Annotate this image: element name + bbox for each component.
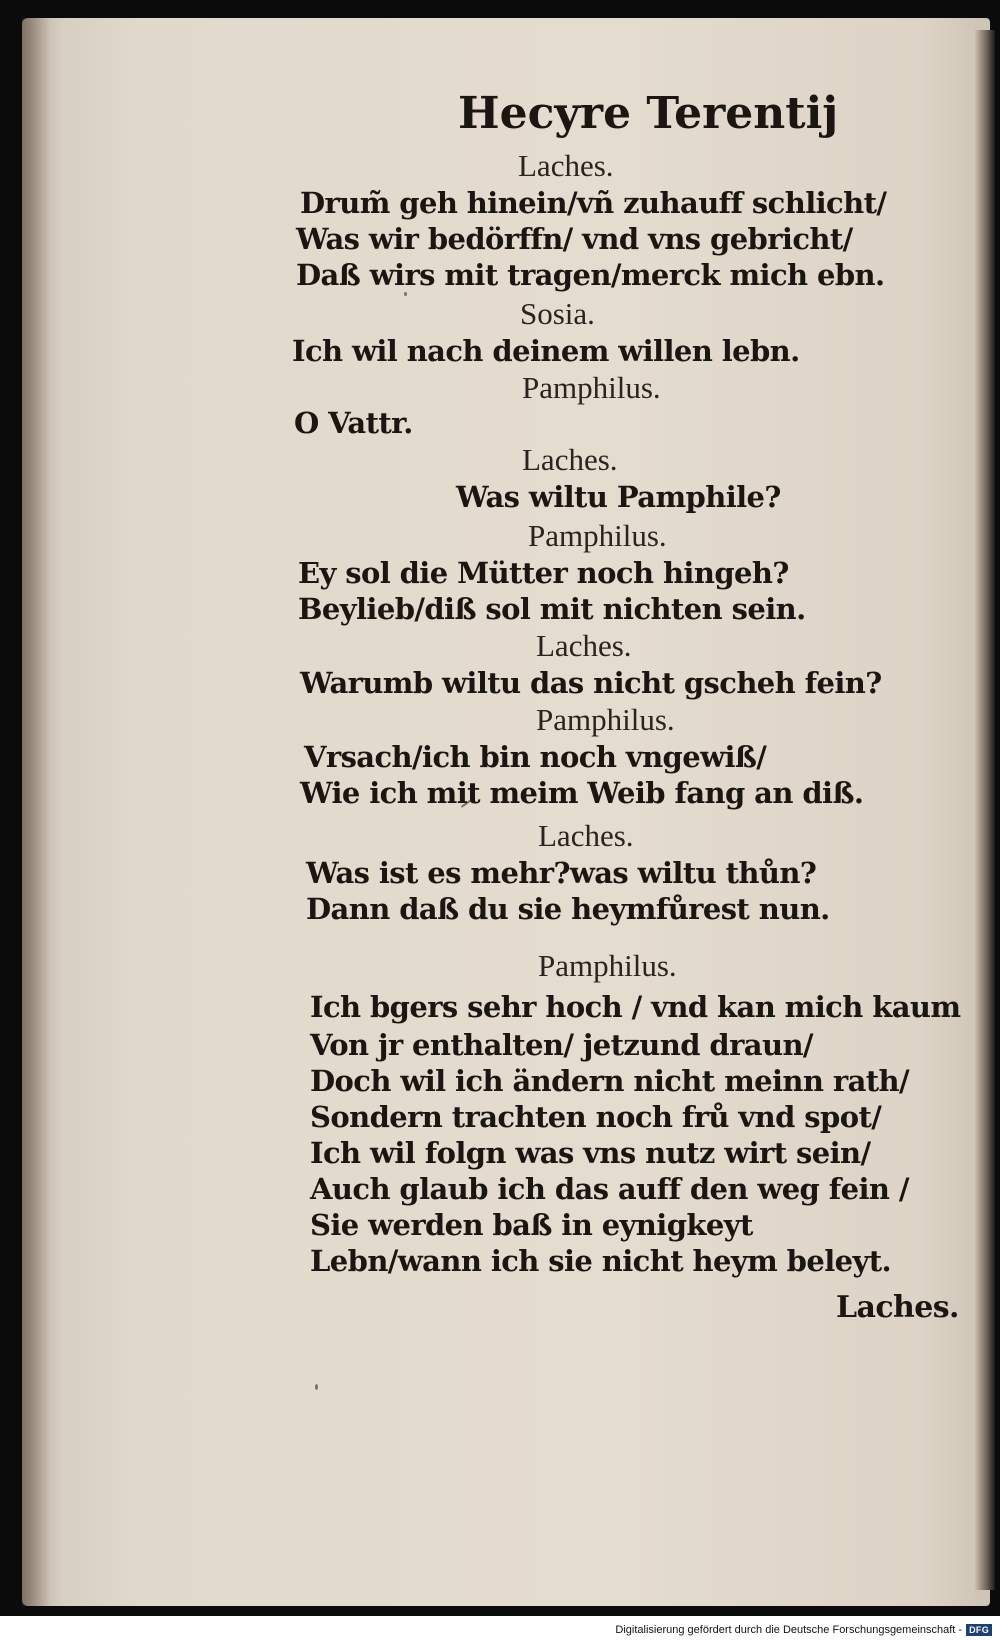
verse-line: Wie ich mit meim Weib fang an diß. xyxy=(300,776,864,810)
credit-text: Digitalisierung gefördert durch die Deutsche Forschungsgemeinschaft - xyxy=(615,1624,963,1636)
speaker-label: Sosia. xyxy=(520,296,595,331)
verse-line: Dann daß du sie heymfůrest nun. xyxy=(306,892,830,926)
verse-line: Sondern trachten noch frů vnd spot/ xyxy=(310,1100,882,1134)
speaker-label: Pamphilus. xyxy=(528,518,667,553)
verse-line: Daß wirs mit tragen/merck mich ebn. xyxy=(296,258,885,292)
verse-line: Auch glaub ich das auff den weg fein / xyxy=(310,1172,909,1206)
verse-line: Was wiltu Pamphile? xyxy=(456,480,781,514)
digitization-credit xyxy=(615,1623,992,1637)
verse-line: Was wir bedörffn/ vnd vns gebricht/ xyxy=(296,222,853,256)
verse-line: Vrsach/ich bin noch vngewiß/ xyxy=(304,740,767,774)
speaker-label: Laches. xyxy=(518,148,614,183)
speaker-label: Laches. xyxy=(538,818,634,853)
running-head: Hecyre Terentij xyxy=(458,88,839,139)
verse-line: Von jr enthalten/ jetzund draun/ xyxy=(310,1028,813,1062)
verse-line: Ich bgers sehr hoch / vnd kan mich kaum xyxy=(310,990,961,1024)
verse-line: Doch wil ich ändern nicht meinn rath/ xyxy=(310,1064,910,1098)
verse-line: O Vattr. xyxy=(294,406,413,440)
verse-line: Ey sol die Mütter noch hingeh? xyxy=(298,556,789,590)
speaker-label: Laches. xyxy=(536,628,632,663)
speaker-label: Pamphilus. xyxy=(538,948,677,983)
verse-line: Was ist es mehr?was wiltu thůn? xyxy=(306,856,817,890)
verse-line: Warumb wiltu das nicht gscheh fein? xyxy=(300,666,882,700)
verse-line: Drum̃ geh hinein/vñ zuhauff schlicht/ xyxy=(300,186,887,220)
verse-line: Beylieb/diß sol mit nichten sein. xyxy=(298,592,806,626)
speaker-label: Pamphilus. xyxy=(522,370,661,405)
verse-line: Ich wil nach deinem willen lebn. xyxy=(292,334,800,368)
verse-line: Sie werden baß in eynigkeyt xyxy=(310,1208,753,1242)
catchword: Laches. xyxy=(836,1290,959,1325)
speaker-label: Pamphilus. xyxy=(536,702,675,737)
verse-line: Lebn/wann ich sie nicht heym beleyt. xyxy=(310,1244,891,1278)
verse-line: Ich wil folgn was vns nutz wirt sein/ xyxy=(310,1136,871,1170)
speaker-label: Laches. xyxy=(522,442,618,477)
dfg-logo: DFG xyxy=(966,1624,992,1636)
